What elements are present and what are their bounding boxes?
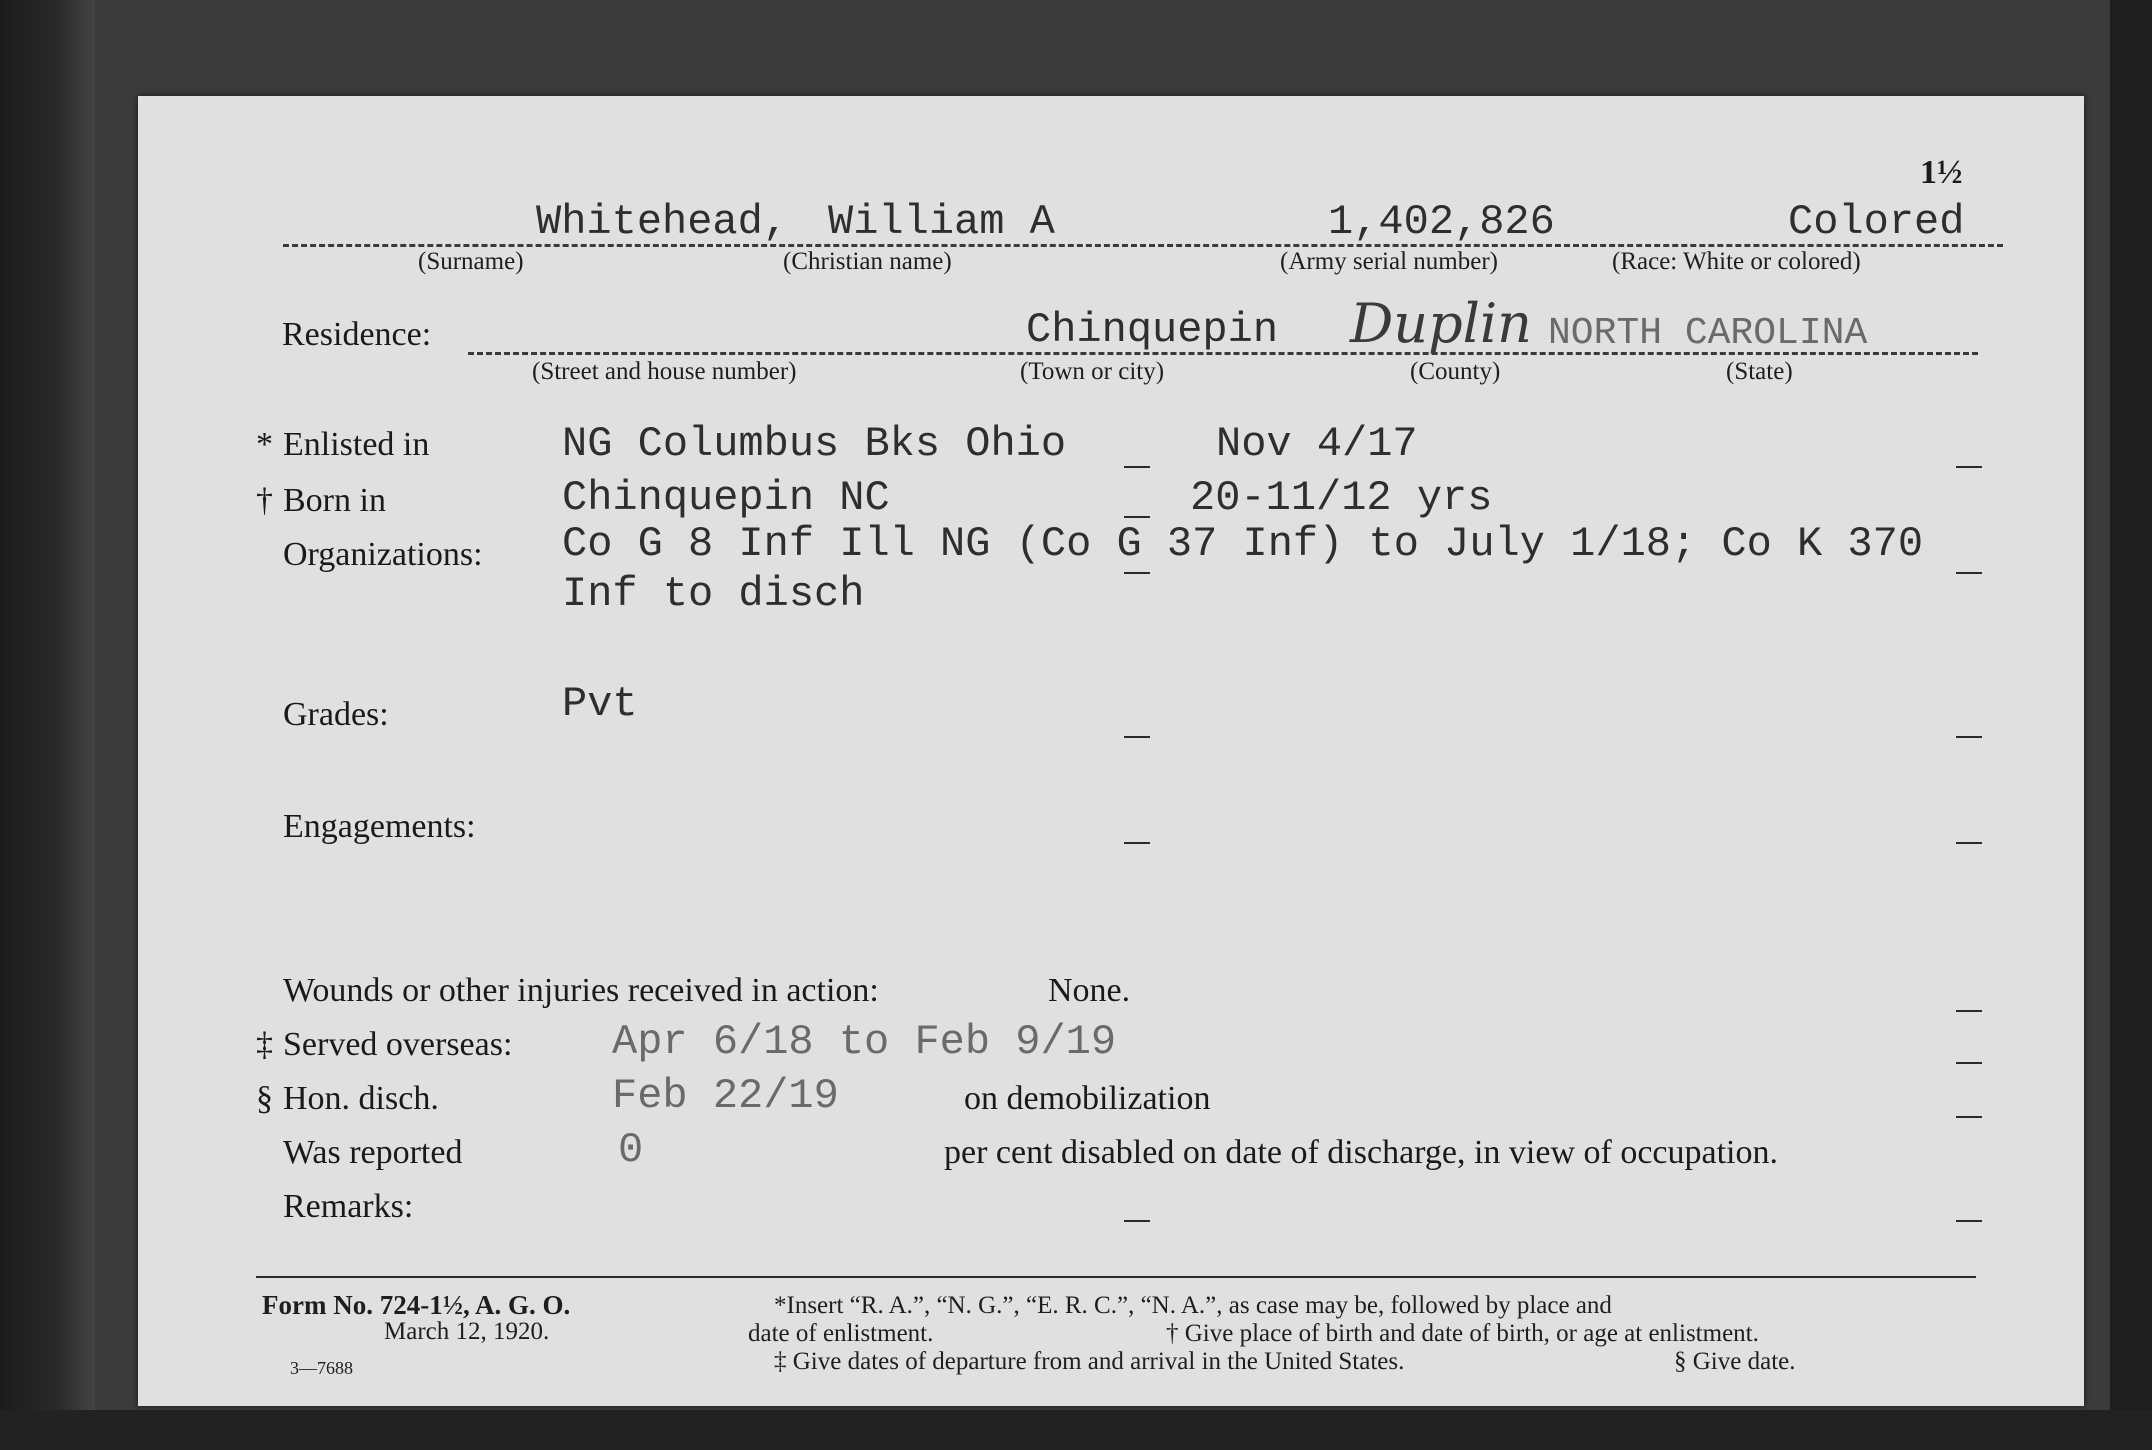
engagements-label: Engagements: xyxy=(283,808,476,845)
mid-dash xyxy=(1124,572,1150,574)
form-date: March 12, 1920. xyxy=(384,1318,550,1345)
mid-dash xyxy=(1124,736,1150,738)
header-fill-line xyxy=(283,244,2003,247)
organizations-line2: Inf to disch xyxy=(562,570,865,618)
grades-value: Pvt xyxy=(562,680,638,728)
mid-dash xyxy=(1124,466,1150,468)
footnote-double-dagger: ‡ Give dates of departure from and arrival in the United States. xyxy=(774,1348,1405,1375)
serial-number-value: 1,402,826 xyxy=(1328,198,1555,246)
organizations-line1: Co G 8 Inf Ill NG (Co G 37 Inf) to July 1/18; Co K 370 xyxy=(562,520,1924,568)
caption-town: (Town or city) xyxy=(1020,358,1165,385)
footer-rule xyxy=(256,1276,1976,1278)
reported-label: Was reported xyxy=(283,1134,463,1171)
right-dash xyxy=(1956,842,1982,844)
caption-surname: (Surname) xyxy=(418,248,524,275)
right-dash xyxy=(1956,1062,1982,1064)
born-age: 20-11/12 yrs xyxy=(1190,474,1493,522)
residence-state-value: NORTH CAROLINA xyxy=(1548,312,1868,355)
print-code: 3—7688 xyxy=(290,1358,353,1378)
grades-label: Grades: xyxy=(283,696,389,733)
disch-suffix: on demobilization xyxy=(964,1080,1211,1117)
caption-christian-name: (Christian name) xyxy=(783,248,952,275)
overseas-value: Apr 6/18 to Feb 9/19 xyxy=(612,1018,1117,1066)
right-dash xyxy=(1956,572,1982,574)
footnote-dagger: † Give place of birth and date of birth, or age at enlistment. xyxy=(1166,1320,1759,1347)
caption-serial-number: (Army serial number) xyxy=(1280,248,1498,275)
born-mark: † xyxy=(256,482,273,519)
mid-dash xyxy=(1124,842,1150,844)
born-label: Born in xyxy=(283,482,386,519)
right-dash xyxy=(1956,466,1982,468)
enlisted-label: Enlisted in xyxy=(283,426,430,463)
caption-race: (Race: White or colored) xyxy=(1612,248,1861,275)
organizations-label: Organizations: xyxy=(283,536,483,573)
caption-street: (Street and house number) xyxy=(532,358,797,385)
wounds-value: None. xyxy=(1048,972,1131,1009)
scan-right-edge xyxy=(2110,0,2152,1450)
born-value: Chinquepin NC xyxy=(562,474,890,522)
right-dash xyxy=(1956,1220,1982,1222)
wounds-label: Wounds or other injuries received in action: xyxy=(283,972,879,1009)
remarks-label: Remarks: xyxy=(283,1188,414,1225)
form-number: Form No. 724-1½, A. G. O. xyxy=(262,1290,571,1320)
caption-county: (County) xyxy=(1410,358,1501,385)
reported-value: 0 xyxy=(618,1126,644,1174)
residence-label: Residence: xyxy=(282,316,432,353)
enlisted-value: NG Columbus Bks Ohio xyxy=(562,420,1067,468)
residence-town-value: Chinquepin xyxy=(1026,306,1279,354)
race-value: Colored xyxy=(1788,198,1965,246)
right-dash xyxy=(1956,1116,1982,1118)
disch-mark: § xyxy=(256,1080,273,1117)
mid-dash xyxy=(1124,516,1150,518)
footnote-section: § Give date. xyxy=(1674,1348,1796,1375)
mid-dash xyxy=(1124,1220,1150,1222)
surname-value: Whitehead, xyxy=(536,198,789,246)
christian-name-value: William A xyxy=(828,198,1055,246)
reported-suffix: per cent disabled on date of discharge, in view of occupation. xyxy=(944,1134,1778,1171)
right-dash xyxy=(1956,1010,1982,1012)
caption-state: (State) xyxy=(1726,358,1793,385)
overseas-label: Served overseas: xyxy=(283,1026,513,1063)
card-number: 1½ xyxy=(1920,154,1963,191)
disch-label: Hon. disch. xyxy=(283,1080,439,1117)
enlisted-date: Nov 4/17 xyxy=(1216,420,1418,468)
enlisted-mark: * xyxy=(256,426,273,463)
disch-value: Feb 22/19 xyxy=(612,1072,839,1120)
overseas-mark: ‡ xyxy=(256,1026,273,1063)
scan-bottom-edge xyxy=(0,1410,2152,1450)
footnote-asterisk: *Insert “R. A.”, “N. G.”, “E. R. C.”, “N. A.”, as case may be, followed by place and xyxy=(774,1292,1612,1319)
footnote-asterisk-cont: date of enlistment. xyxy=(748,1320,934,1347)
residence-fill-line xyxy=(468,352,1978,355)
right-dash xyxy=(1956,736,1982,738)
service-record-card xyxy=(138,96,2084,1406)
scan-left-edge xyxy=(0,0,95,1450)
residence-county-handwritten: Duplin xyxy=(1350,292,1532,355)
